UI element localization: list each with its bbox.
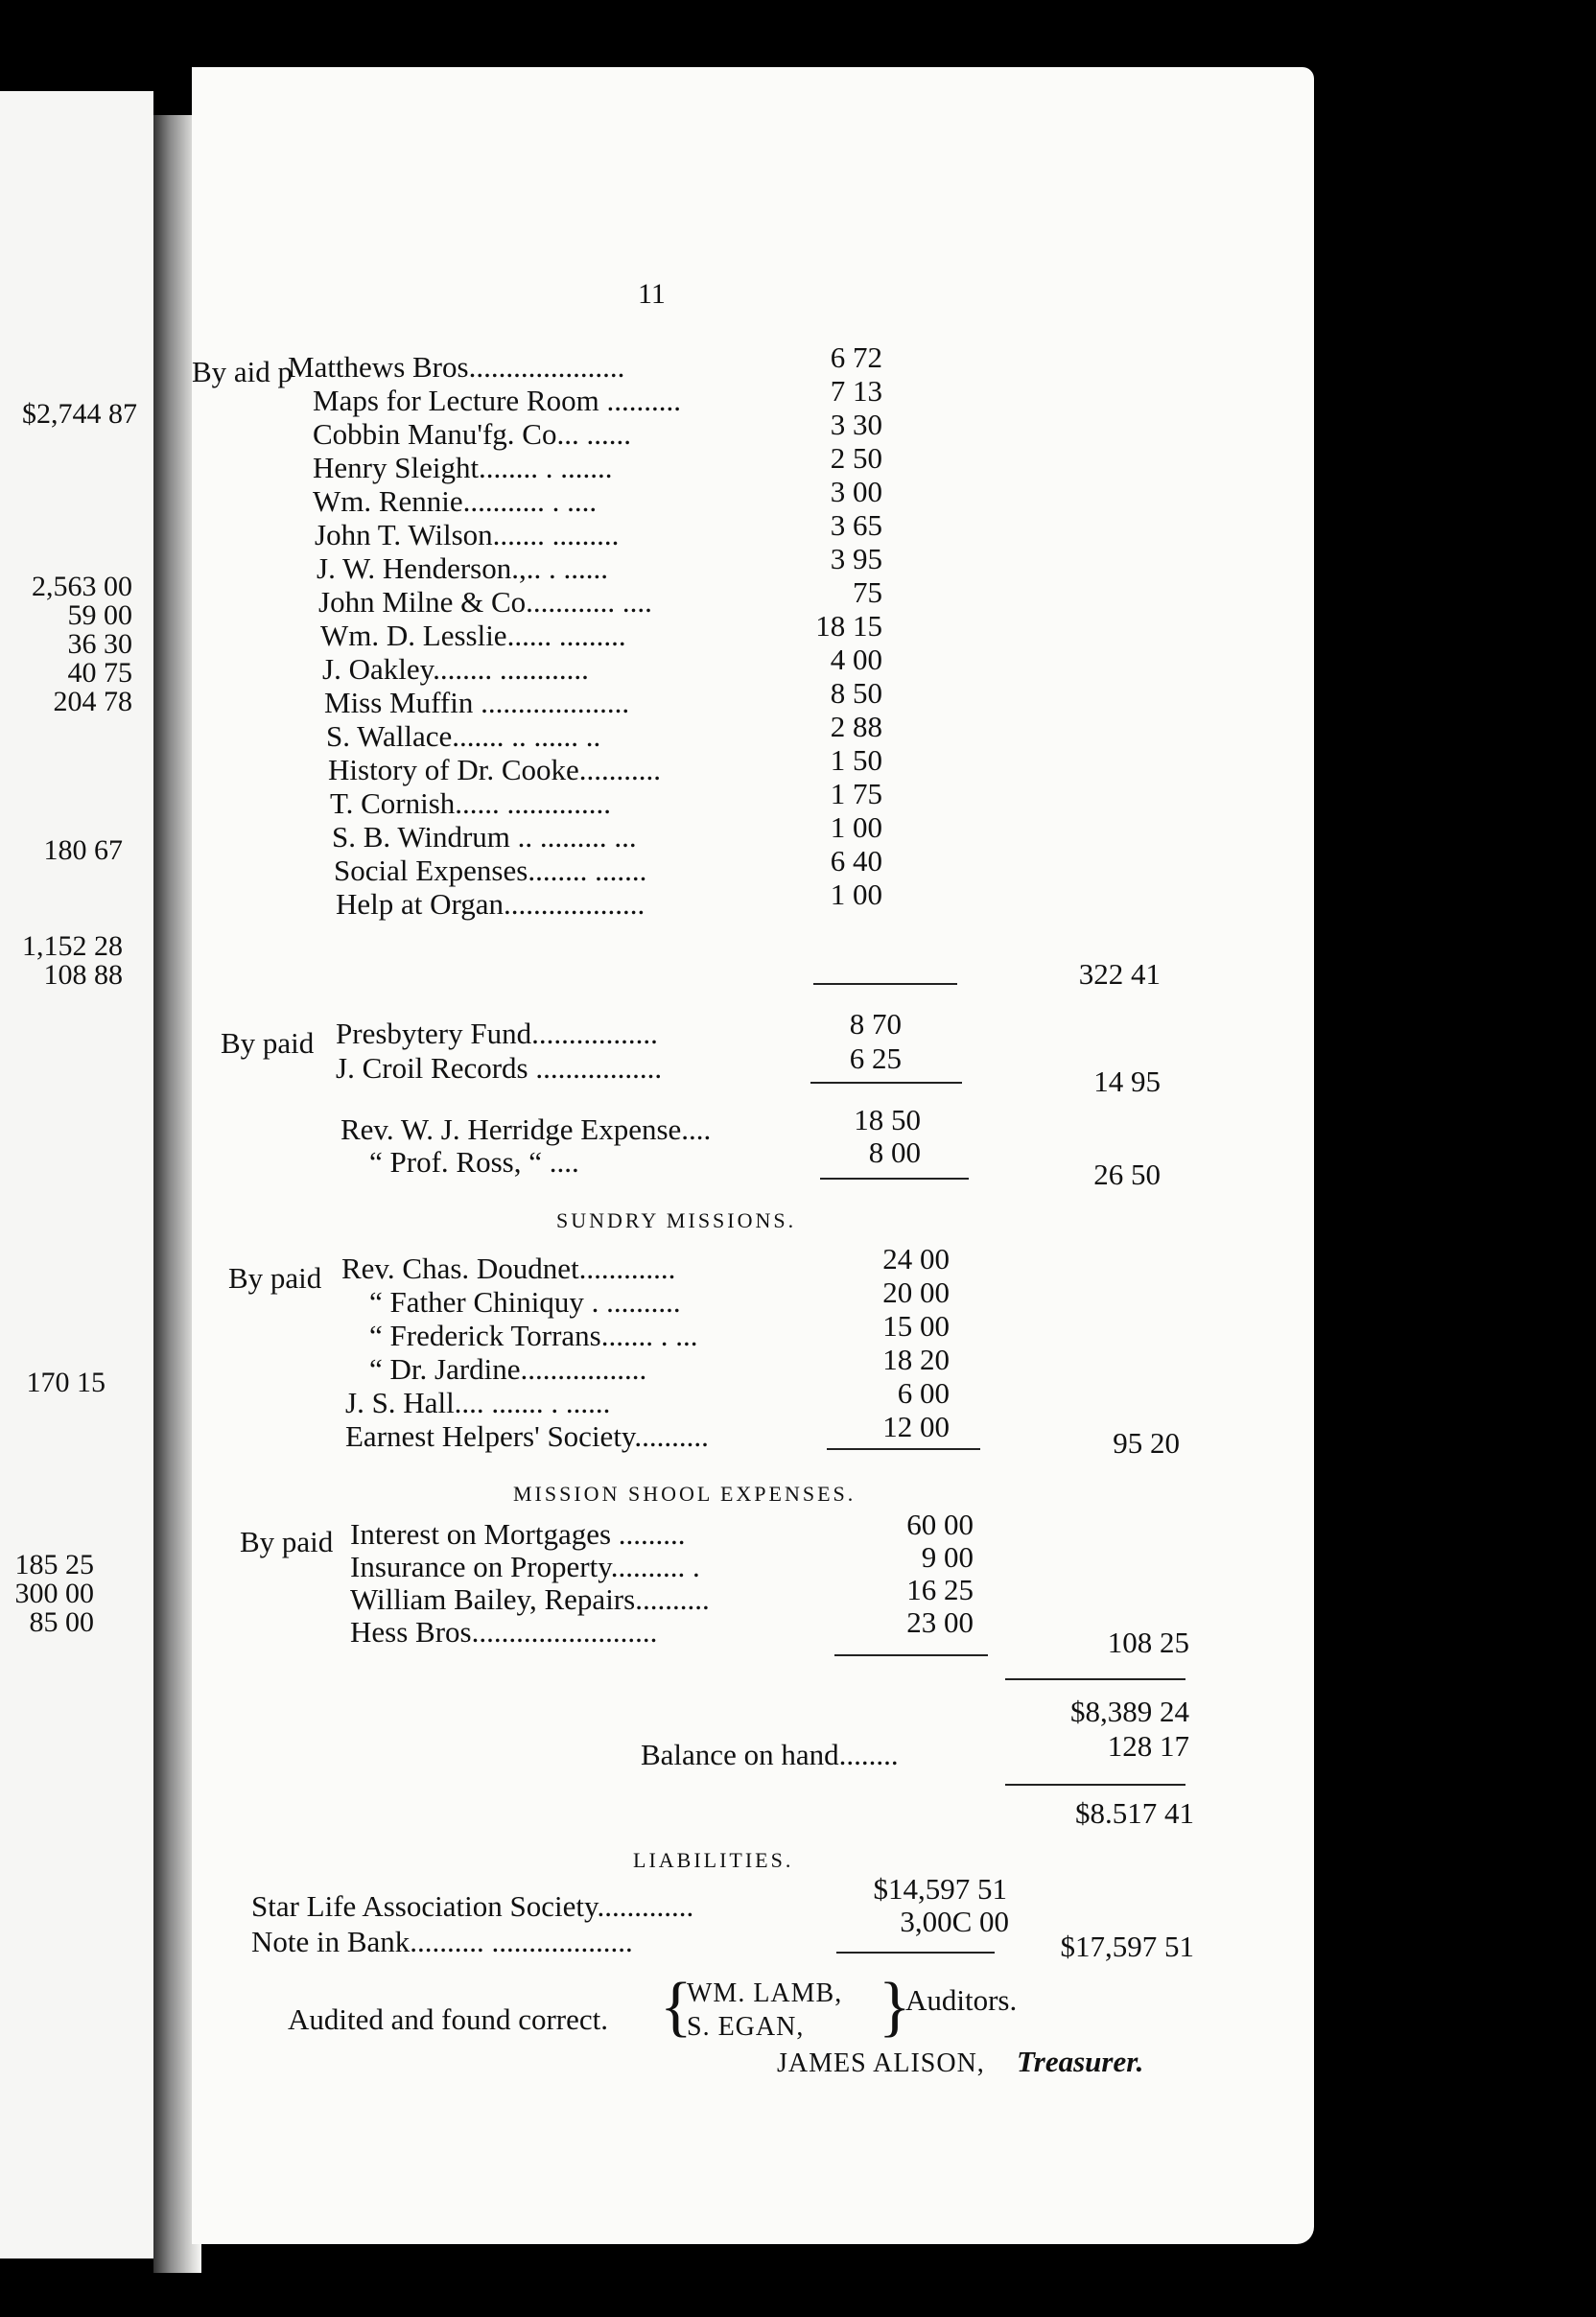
item-amount: 1 75 <box>830 777 882 810</box>
presbytery-rule <box>810 1082 962 1084</box>
right-brace: } <box>879 1970 911 2044</box>
item-amount: 12 00 <box>882 1410 950 1443</box>
grand-total-amount: $8.517 41 <box>1075 1796 1194 1830</box>
liability-label-1: Star Life Association Society............. <box>251 1889 694 1923</box>
item-amount: 1 50 <box>830 743 882 777</box>
liability-label-2: Note in Bank.......... ................... <box>251 1925 633 1958</box>
page-number: 11 <box>638 278 666 310</box>
liabilities-rule <box>836 1952 995 1954</box>
item-label: Insurance on Property.......... . <box>350 1550 700 1583</box>
liabilities-heading: LIABILITIES. <box>633 1848 794 1872</box>
item-amount: 3 95 <box>830 542 882 575</box>
auditors-role: Auditors. <box>905 1983 1018 2017</box>
balance-amount: 128 17 <box>1107 1729 1189 1763</box>
expenses-rule <box>820 1178 969 1180</box>
item-amount: 15 00 <box>882 1309 950 1343</box>
item-label: “ Father Chiniquy . .......... <box>369 1285 681 1319</box>
item-label: J. Oakley........ ............ <box>322 652 589 686</box>
item-label: S. Wallace....... .. ...... .. <box>326 719 601 753</box>
item-label: “ Frederick Torrans....... . ... <box>369 1319 698 1352</box>
treasurer-title: Treasurer. <box>1017 2045 1144 2078</box>
item-label: John T. Wilson....... ......... <box>315 518 620 551</box>
item-amount: 2 88 <box>830 710 882 743</box>
left-margin-value: 40 75 <box>67 657 132 689</box>
item-label: Wm. D. Lesslie...... ......... <box>320 619 626 652</box>
item-label: John Milne & Co............ .... <box>318 585 652 619</box>
sundry-missions-heading: SUNDRY MISSIONS. <box>556 1208 797 1232</box>
audit-statement: Audited and found correct. <box>288 2002 608 2036</box>
item-amount: 9 00 <box>921 1540 974 1574</box>
item-amount: 8 50 <box>830 676 882 710</box>
item-label: Matthews Bros..................... <box>288 350 625 384</box>
item-label: Rev. W. J. Herridge Expense.... <box>340 1112 712 1146</box>
sundry-total: 95 20 <box>1113 1426 1180 1460</box>
item-amount: 6 00 <box>897 1376 950 1410</box>
auditor-2: S. EGAN, <box>687 2012 805 2042</box>
left-margin-value: 85 00 <box>29 1606 94 1638</box>
item-amount: 1 00 <box>830 878 882 911</box>
left-brace: { <box>660 1970 692 2044</box>
item-amount: 3 00 <box>830 475 882 508</box>
subtotal-amount: $8,389 24 <box>1070 1695 1189 1728</box>
expenses-total: 26 50 <box>1093 1158 1161 1191</box>
mission-school-total: 108 25 <box>1107 1626 1189 1659</box>
item-amount: 6 40 <box>830 844 882 878</box>
payments-rule <box>813 983 957 985</box>
balance-label: Balance on hand........ <box>641 1738 899 1771</box>
item-label: Henry Sleight........ . ....... <box>313 451 613 484</box>
item-label: “ Prof. Ross, “ .... <box>369 1145 579 1179</box>
left-margin-value: 1,152 28 <box>22 930 123 962</box>
item-amount: 18 15 <box>815 609 882 643</box>
item-amount: 60 00 <box>906 1508 974 1541</box>
item-label: Social Expenses........ ....... <box>334 854 647 887</box>
left-margin-value: 170 15 <box>26 1367 106 1398</box>
left-margin-value: 185 25 <box>14 1549 94 1580</box>
item-label: “ Dr. Jardine................. <box>369 1352 647 1386</box>
item-amount: 18 50 <box>854 1103 921 1136</box>
item-label: T. Cornish...... .............. <box>330 786 612 820</box>
ledger-page <box>192 67 1314 2244</box>
mission-school-heading: MISSION SHOOL EXPENSES. <box>513 1482 857 1506</box>
item-amount: 6 72 <box>830 340 882 374</box>
subtotal-rule <box>1005 1678 1185 1680</box>
grand-total-rule <box>1005 1784 1185 1786</box>
left-margin-value: 300 00 <box>14 1578 94 1609</box>
liability-amount-1: $14,597 51 <box>873 1872 1007 1906</box>
item-amount: 16 25 <box>906 1573 974 1606</box>
liability-amount-2: 3,00C 00 <box>900 1905 1009 1938</box>
presbytery-lead: By paid <box>221 1026 315 1060</box>
item-label: Cobbin Manu'fg. Co... ...... <box>313 417 631 451</box>
payments-total: 322 41 <box>1078 957 1161 991</box>
item-amount: 7 13 <box>830 374 882 408</box>
left-margin-value: 36 30 <box>67 628 132 660</box>
liabilities-total: $17,597 51 <box>1060 1930 1194 1963</box>
item-amount: 24 00 <box>882 1242 950 1276</box>
item-label: Hess Bros......................... <box>350 1615 658 1649</box>
left-margin-value: 2,563 00 <box>32 571 132 602</box>
left-margin-value: 204 78 <box>53 686 132 717</box>
item-amount: 18 20 <box>882 1343 950 1376</box>
item-amount: 75 <box>853 575 882 609</box>
item-label: Interest on Mortgages ......... <box>350 1517 686 1551</box>
item-amount: 20 00 <box>882 1276 950 1309</box>
item-amount: 1 00 <box>830 810 882 844</box>
item-amount: 6 25 <box>849 1041 902 1075</box>
item-amount: 3 30 <box>830 408 882 441</box>
mission-school-rule <box>834 1654 988 1656</box>
item-amount: 3 65 <box>830 508 882 542</box>
item-label: S. B. Windrum .. ......... ... <box>332 820 637 854</box>
item-label: Miss Muffin .................... <box>324 686 630 719</box>
item-amount: 4 00 <box>830 643 882 676</box>
item-label: Earnest Helpers' Society.......... <box>345 1419 709 1453</box>
sundry-rule <box>827 1448 980 1450</box>
presbytery-total: 14 95 <box>1093 1065 1161 1098</box>
item-label: J. S. Hall.... ....... . ...... <box>345 1386 611 1419</box>
item-amount: 2 50 <box>830 441 882 475</box>
item-label: History of Dr. Cooke........... <box>328 753 662 786</box>
left-margin-value: 59 00 <box>67 599 132 631</box>
item-label: Maps for Lecture Room .......... <box>313 384 681 417</box>
item-amount: 8 70 <box>849 1007 902 1041</box>
left-margin-value: $2,744 87 <box>22 398 137 430</box>
item-amount: 23 00 <box>906 1605 974 1639</box>
item-label: Presbytery Fund................. <box>336 1017 658 1050</box>
auditor-1: WM. LAMB, <box>687 1978 843 2008</box>
treasurer-name: JAMES ALISON, <box>777 2048 985 2078</box>
item-label: J. Croil Records ................. <box>336 1051 663 1085</box>
item-label: Rev. Chas. Doudnet............. <box>341 1252 676 1285</box>
payments-lead: By aid p <box>192 355 293 388</box>
sundry-lead: By paid <box>228 1261 322 1295</box>
item-label: Wm. Rennie........... . .... <box>313 484 598 518</box>
left-margin-value: 180 67 <box>43 834 123 866</box>
item-label: Help at Organ................... <box>336 887 645 921</box>
item-label: J. W. Henderson.,.. . ...... <box>317 551 608 585</box>
mission-school-lead: By paid <box>240 1525 334 1558</box>
item-amount: 8 00 <box>868 1135 921 1169</box>
item-label: William Bailey, Repairs.......... <box>350 1582 710 1616</box>
left-margin-value: 108 88 <box>43 959 123 991</box>
